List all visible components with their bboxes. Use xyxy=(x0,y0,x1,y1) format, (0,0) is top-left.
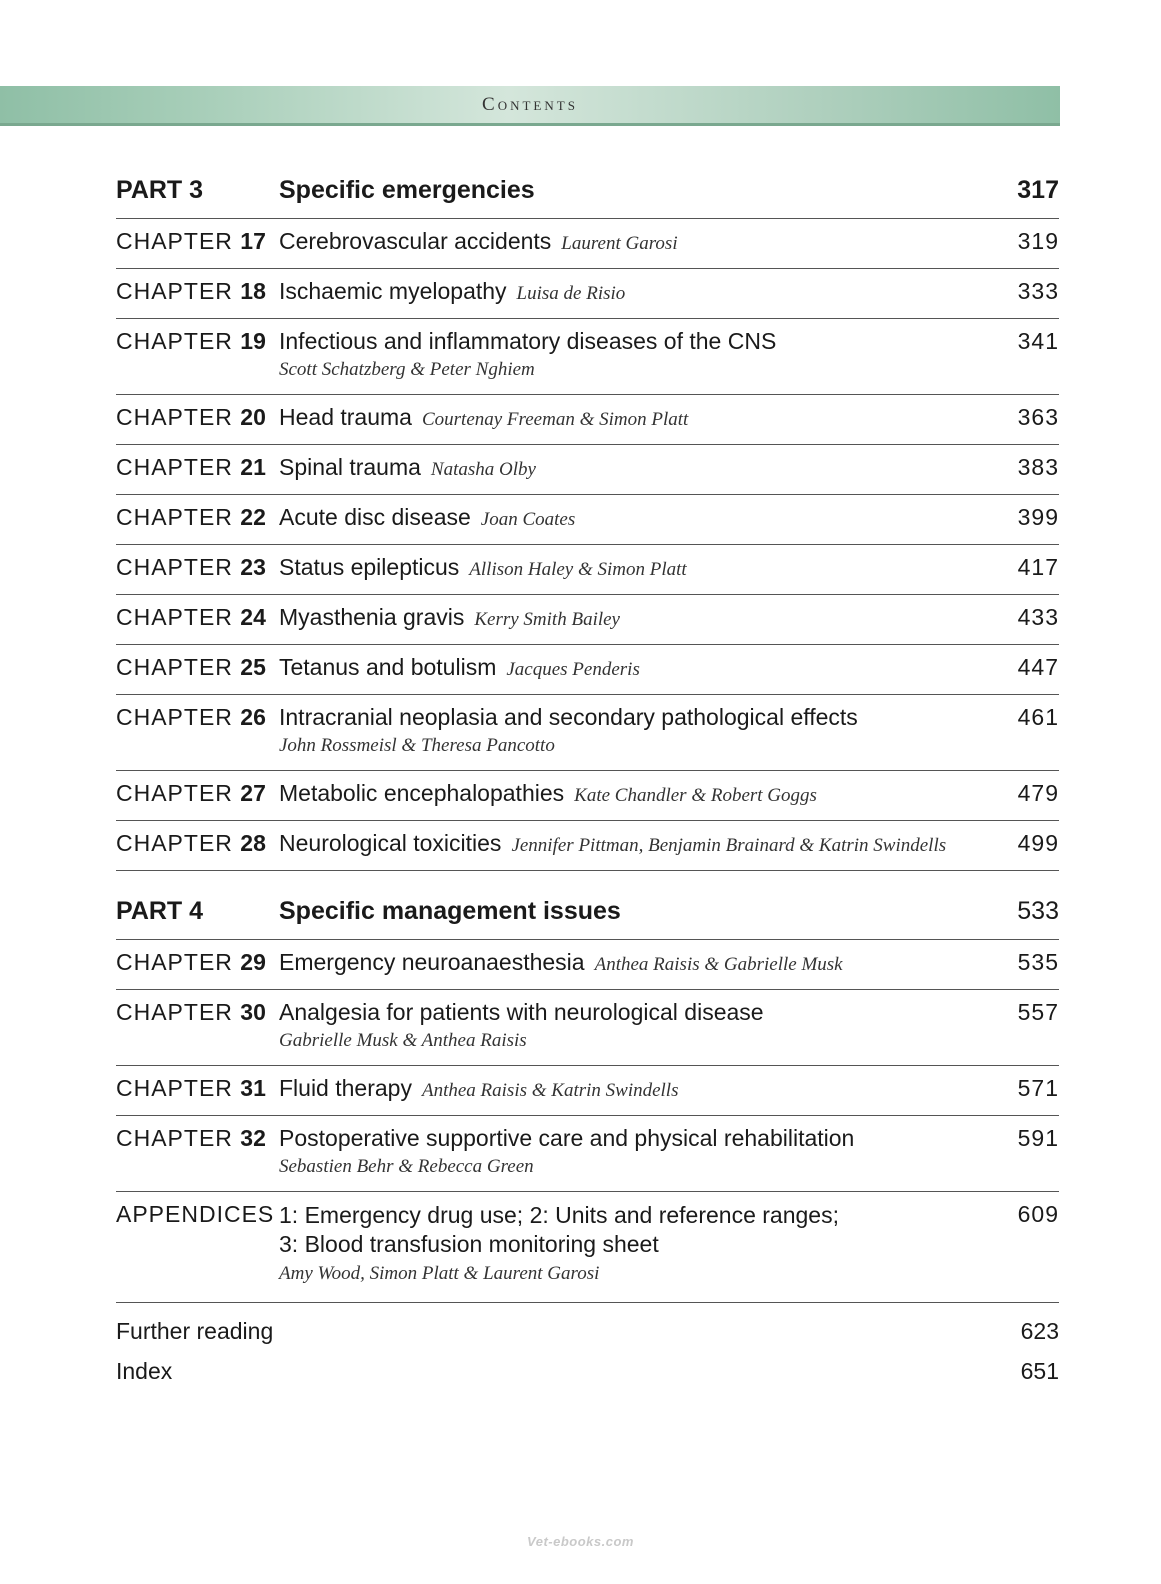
chapter-label-word: CHAPTER xyxy=(116,454,233,480)
chapter-content xyxy=(279,1125,989,1191)
chapter-author: Anthea Raisis & Gabrielle Musk xyxy=(594,954,843,975)
chapter-label xyxy=(116,1075,279,1115)
chapter-title: Myasthenia gravis xyxy=(279,604,465,630)
chapter-content xyxy=(279,504,989,544)
chapter-page-number: 591 xyxy=(1017,1125,1059,1151)
part-title: Specific emergencies xyxy=(279,176,535,204)
chapter-number: 27 xyxy=(240,780,266,806)
chapter-label xyxy=(116,654,279,694)
chapter-author: Courtenay Freeman & Simon Platt xyxy=(421,409,689,430)
chapter-number: 21 xyxy=(240,454,266,480)
chapter-title: Status epilepticus xyxy=(279,554,460,580)
chapter-label xyxy=(116,1201,279,1302)
chapter-label xyxy=(116,228,279,268)
chapter-title: Infectious and inflammatory diseases of the CNS xyxy=(279,328,777,354)
chapter-row[interactable] xyxy=(116,595,1059,645)
chapter-label-word: CHAPTER xyxy=(116,404,233,430)
chapter-author: Amy Wood, Simon Platt & Laurent Garosi xyxy=(279,1263,600,1284)
chapter-label xyxy=(116,504,279,544)
chapter-author: Allison Haley & Simon Platt xyxy=(469,559,687,580)
chapter-label xyxy=(116,1125,279,1191)
chapter-label xyxy=(116,604,279,644)
part-row[interactable] xyxy=(116,170,1059,219)
chapter-label-word: CHAPTER xyxy=(116,328,233,354)
chapter-number: 31 xyxy=(240,1075,266,1101)
chapter-row[interactable] xyxy=(116,545,1059,595)
chapter-page-number: 535 xyxy=(1017,949,1059,975)
chapter-author: Jennifer Pittman, Benjamin Brainard & Katrin Swindells xyxy=(511,835,947,856)
chapter-author: Scott Schatzberg & Peter Nghiem xyxy=(279,359,535,380)
chapter-row[interactable] xyxy=(116,219,1059,269)
chapter-title: 1: Emergency drug use; 2: Units and reference ranges; 3: Blood transfusion monitoring sheet xyxy=(279,1202,839,1257)
chapter-number: 17 xyxy=(240,228,266,254)
chapter-title: Emergency neuroanaesthesia xyxy=(279,949,585,975)
part-label: PART 4 xyxy=(116,897,204,925)
chapter-label xyxy=(116,780,279,820)
chapter-page-number: 499 xyxy=(1017,830,1059,856)
chapter-content xyxy=(279,278,989,318)
chapter-page-number: 609 xyxy=(1017,1201,1059,1227)
chapter-row[interactable] xyxy=(116,940,1059,990)
chapter-number: 29 xyxy=(240,949,266,975)
chapter-label xyxy=(116,830,279,870)
chapter-number: 18 xyxy=(240,278,266,304)
part-page-number: 533 xyxy=(1017,897,1059,925)
chapter-content xyxy=(279,999,989,1065)
part-content xyxy=(279,897,989,939)
chapter-author: Anthea Raisis & Katrin Swindells xyxy=(421,1080,679,1101)
chapter-page-number: 557 xyxy=(1017,999,1059,1025)
chapter-number: 24 xyxy=(240,604,266,630)
watermark: Vet-ebooks.com xyxy=(527,1534,634,1549)
chapter-author: Natasha Olby xyxy=(430,459,536,480)
chapter-content xyxy=(279,780,989,820)
chapter-title: Neurological toxicities xyxy=(279,830,502,856)
chapter-author: Sebastien Behr & Rebecca Green xyxy=(279,1156,534,1177)
chapter-row[interactable] xyxy=(116,821,1059,871)
chapter-author: Kerry Smith Bailey xyxy=(474,609,620,630)
chapter-page-number: 433 xyxy=(1017,604,1059,630)
chapter-content xyxy=(279,949,989,989)
chapter-number: 22 xyxy=(240,504,266,530)
chapter-number: 30 xyxy=(240,999,266,1025)
back-matter-title: Index xyxy=(116,1358,173,1384)
appendices-row[interactable] xyxy=(116,1192,1059,1303)
chapter-title: Ischaemic myelopathy xyxy=(279,278,507,304)
chapter-label xyxy=(116,328,279,394)
back-matter-row[interactable] xyxy=(116,1358,1059,1385)
chapter-content xyxy=(279,654,989,694)
chapter-title: Metabolic encephalopathies xyxy=(279,780,565,806)
chapter-page-number: 461 xyxy=(1017,704,1059,730)
chapter-content xyxy=(279,604,989,644)
chapter-content xyxy=(279,404,989,444)
chapter-page-number: 479 xyxy=(1017,780,1059,806)
chapter-row[interactable] xyxy=(116,1116,1059,1192)
chapter-label-word: CHAPTER xyxy=(116,780,233,806)
chapter-label-word: APPENDICES xyxy=(116,1201,275,1227)
chapter-row[interactable] xyxy=(116,771,1059,821)
chapter-content xyxy=(279,830,989,870)
chapter-content xyxy=(279,328,989,394)
chapter-label xyxy=(116,278,279,318)
part-label: PART 3 xyxy=(116,176,204,204)
chapter-row[interactable] xyxy=(116,395,1059,445)
chapter-title: Spinal trauma xyxy=(279,454,421,480)
back-matter-page-number: 623 xyxy=(1020,1318,1059,1344)
chapter-title: Fluid therapy xyxy=(279,1075,412,1101)
chapter-page-number: 333 xyxy=(1017,278,1059,304)
chapter-page-number: 383 xyxy=(1017,454,1059,480)
part-row[interactable] xyxy=(116,891,1059,940)
chapter-title: Cerebrovascular accidents xyxy=(279,228,552,254)
chapter-label-word: CHAPTER xyxy=(116,704,233,730)
contents-header-band xyxy=(0,86,1060,126)
chapter-label xyxy=(116,999,279,1065)
chapter-page-number: 447 xyxy=(1017,654,1059,680)
chapter-title: Tetanus and botulism xyxy=(279,654,497,680)
chapter-label xyxy=(116,454,279,494)
chapter-page-number: 399 xyxy=(1017,504,1059,530)
chapter-label-word: CHAPTER xyxy=(116,504,233,530)
chapter-label xyxy=(116,554,279,594)
chapter-row[interactable] xyxy=(116,1066,1059,1116)
chapter-row[interactable] xyxy=(116,645,1059,695)
part-content xyxy=(279,176,989,218)
chapter-label xyxy=(116,949,279,989)
chapter-number: 26 xyxy=(240,704,266,730)
chapter-number: 25 xyxy=(240,654,266,680)
chapter-number: 19 xyxy=(240,328,266,354)
chapter-author: Luisa de Risio xyxy=(516,283,626,304)
chapter-page-number: 341 xyxy=(1017,328,1059,354)
chapter-number: 20 xyxy=(240,404,266,430)
chapter-author: Kate Chandler & Robert Goggs xyxy=(574,785,817,806)
chapter-label-word: CHAPTER xyxy=(116,604,233,630)
chapter-number: 23 xyxy=(240,554,266,580)
chapter-page-number: 319 xyxy=(1017,228,1059,254)
section-gap xyxy=(116,871,1059,891)
chapter-content xyxy=(279,704,989,770)
part-title: Specific management issues xyxy=(279,897,621,925)
chapter-page-number: 571 xyxy=(1017,1075,1059,1101)
chapter-title: Acute disc disease xyxy=(279,504,471,530)
chapter-number: 28 xyxy=(240,830,266,856)
chapter-content xyxy=(279,1075,989,1115)
chapter-content xyxy=(279,228,989,268)
chapter-title: Analgesia for patients with neurological disease xyxy=(279,999,764,1025)
chapter-row[interactable] xyxy=(116,495,1059,545)
chapter-label-word: CHAPTER xyxy=(116,554,233,580)
part-page-number: 317 xyxy=(1017,176,1059,204)
chapter-label-word: CHAPTER xyxy=(116,949,233,975)
chapter-content xyxy=(279,554,989,594)
back-matter-page-number: 651 xyxy=(1020,1358,1059,1384)
chapter-author: Jacques Penderis xyxy=(506,659,640,680)
table-of-contents xyxy=(116,170,1059,1385)
chapter-label-word: CHAPTER xyxy=(116,278,233,304)
chapter-label-word: CHAPTER xyxy=(116,830,233,856)
chapter-row[interactable] xyxy=(116,990,1059,1066)
chapter-row[interactable] xyxy=(116,319,1059,395)
chapter-page-number: 417 xyxy=(1017,554,1059,580)
chapter-label-word: CHAPTER xyxy=(116,654,233,680)
chapter-label-word: CHAPTER xyxy=(116,228,233,254)
chapter-page-number: 363 xyxy=(1017,404,1059,430)
back-matter-title: Further reading xyxy=(116,1318,274,1344)
chapter-author: Laurent Garosi xyxy=(561,233,678,254)
chapter-label-word: CHAPTER xyxy=(116,1125,233,1151)
chapter-label xyxy=(116,704,279,770)
back-matter-row[interactable] xyxy=(116,1318,1059,1345)
chapter-title: Postoperative supportive care and physical rehabilitation xyxy=(279,1125,855,1151)
page-title: Contents xyxy=(482,94,578,115)
chapter-title: Intracranial neoplasia and secondary pathological effects xyxy=(279,704,858,730)
chapter-author: Joan Coates xyxy=(480,509,576,530)
chapter-title: Head trauma xyxy=(279,404,412,430)
chapter-label xyxy=(116,404,279,444)
chapter-row[interactable] xyxy=(116,445,1059,495)
chapter-content xyxy=(279,1201,989,1302)
chapter-row[interactable] xyxy=(116,695,1059,771)
chapter-author: Gabrielle Musk & Anthea Raisis xyxy=(279,1030,527,1051)
chapter-label-word: CHAPTER xyxy=(116,1075,233,1101)
chapter-row[interactable] xyxy=(116,269,1059,319)
chapter-label-word: CHAPTER xyxy=(116,999,233,1025)
chapter-author: John Rossmeisl & Theresa Pancotto xyxy=(279,735,555,756)
chapter-number: 32 xyxy=(240,1125,266,1151)
chapter-content xyxy=(279,454,989,494)
